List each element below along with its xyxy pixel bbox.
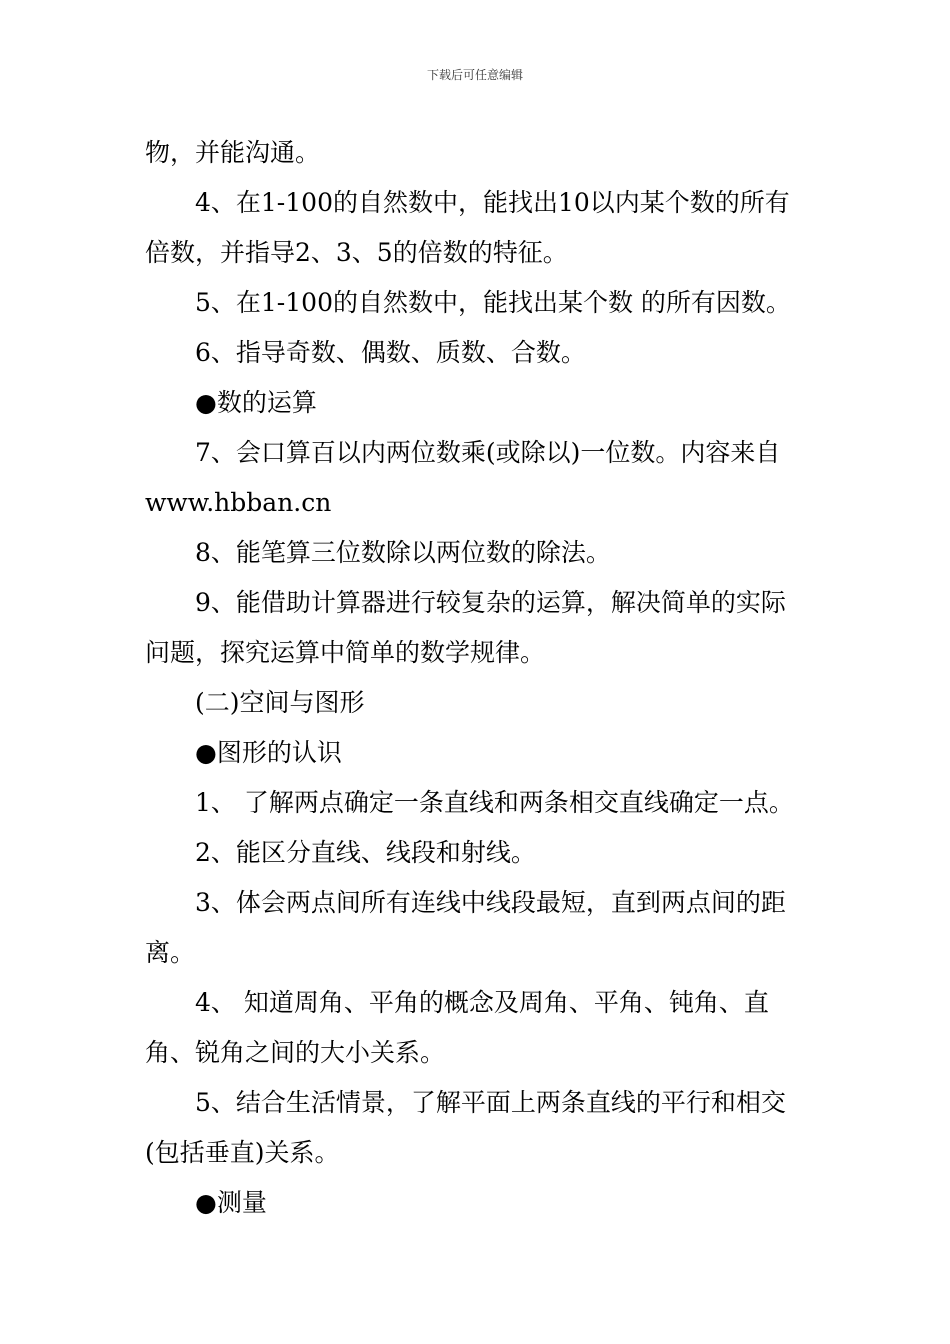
section-heading: (二)空间与图形 bbox=[195, 688, 365, 717]
text-line: 离。 bbox=[145, 938, 196, 967]
text-line: 3、体会两点间所有连线中线段最短，直到两点间的距 bbox=[195, 888, 786, 917]
page-header: 下载后可任意编辑 bbox=[426, 68, 523, 82]
section-heading: ●图形的认识 bbox=[195, 738, 342, 767]
text-line: 1、 了解两点确定一条直线和两条相交直线确定一点。 bbox=[195, 788, 794, 817]
text-line: 8、能笔算三位数除以两位数的除法。 bbox=[195, 538, 611, 567]
document-body bbox=[145, 128, 810, 1228]
text-line: 6、指导奇数、偶数、质数、合数。 bbox=[195, 338, 586, 367]
text-line: 5、在1-100的自然数中，能找出某个数 的所有因数。 bbox=[195, 288, 791, 317]
text-line: 2、能区分直线、线段和射线。 bbox=[195, 838, 536, 867]
text-line: 4、在1-100的自然数中，能找出10以内某个数的所有 bbox=[195, 188, 790, 217]
text-line: (包括垂直)关系。 bbox=[145, 1138, 340, 1167]
text-line: 倍数，并指导2、3、5的倍数的特征。 bbox=[145, 238, 568, 267]
text-line: 5、结合生活情景，了解平面上两条直线的平行和相交 bbox=[195, 1088, 786, 1117]
text-line: 角、锐角之间的大小关系。 bbox=[145, 1038, 446, 1067]
text-line: 4、 知道周角、平角的概念及周角、平角、钝角、直 bbox=[195, 988, 769, 1017]
text-line: 9、能借助计算器进行较复杂的运算，解决简单的实际 bbox=[195, 588, 786, 617]
section-heading: ●数的运算 bbox=[195, 388, 317, 417]
url-text: www.hbban.cn bbox=[145, 488, 332, 517]
text-line: 问题，探究运算中简单的数学规律。 bbox=[145, 638, 546, 667]
section-heading: ●测量 bbox=[195, 1188, 267, 1217]
text-line: 物，并能沟通。 bbox=[145, 138, 321, 167]
text-line: 7、会口算百以内两位数乘(或除以)一位数。内容来自 bbox=[195, 438, 781, 467]
